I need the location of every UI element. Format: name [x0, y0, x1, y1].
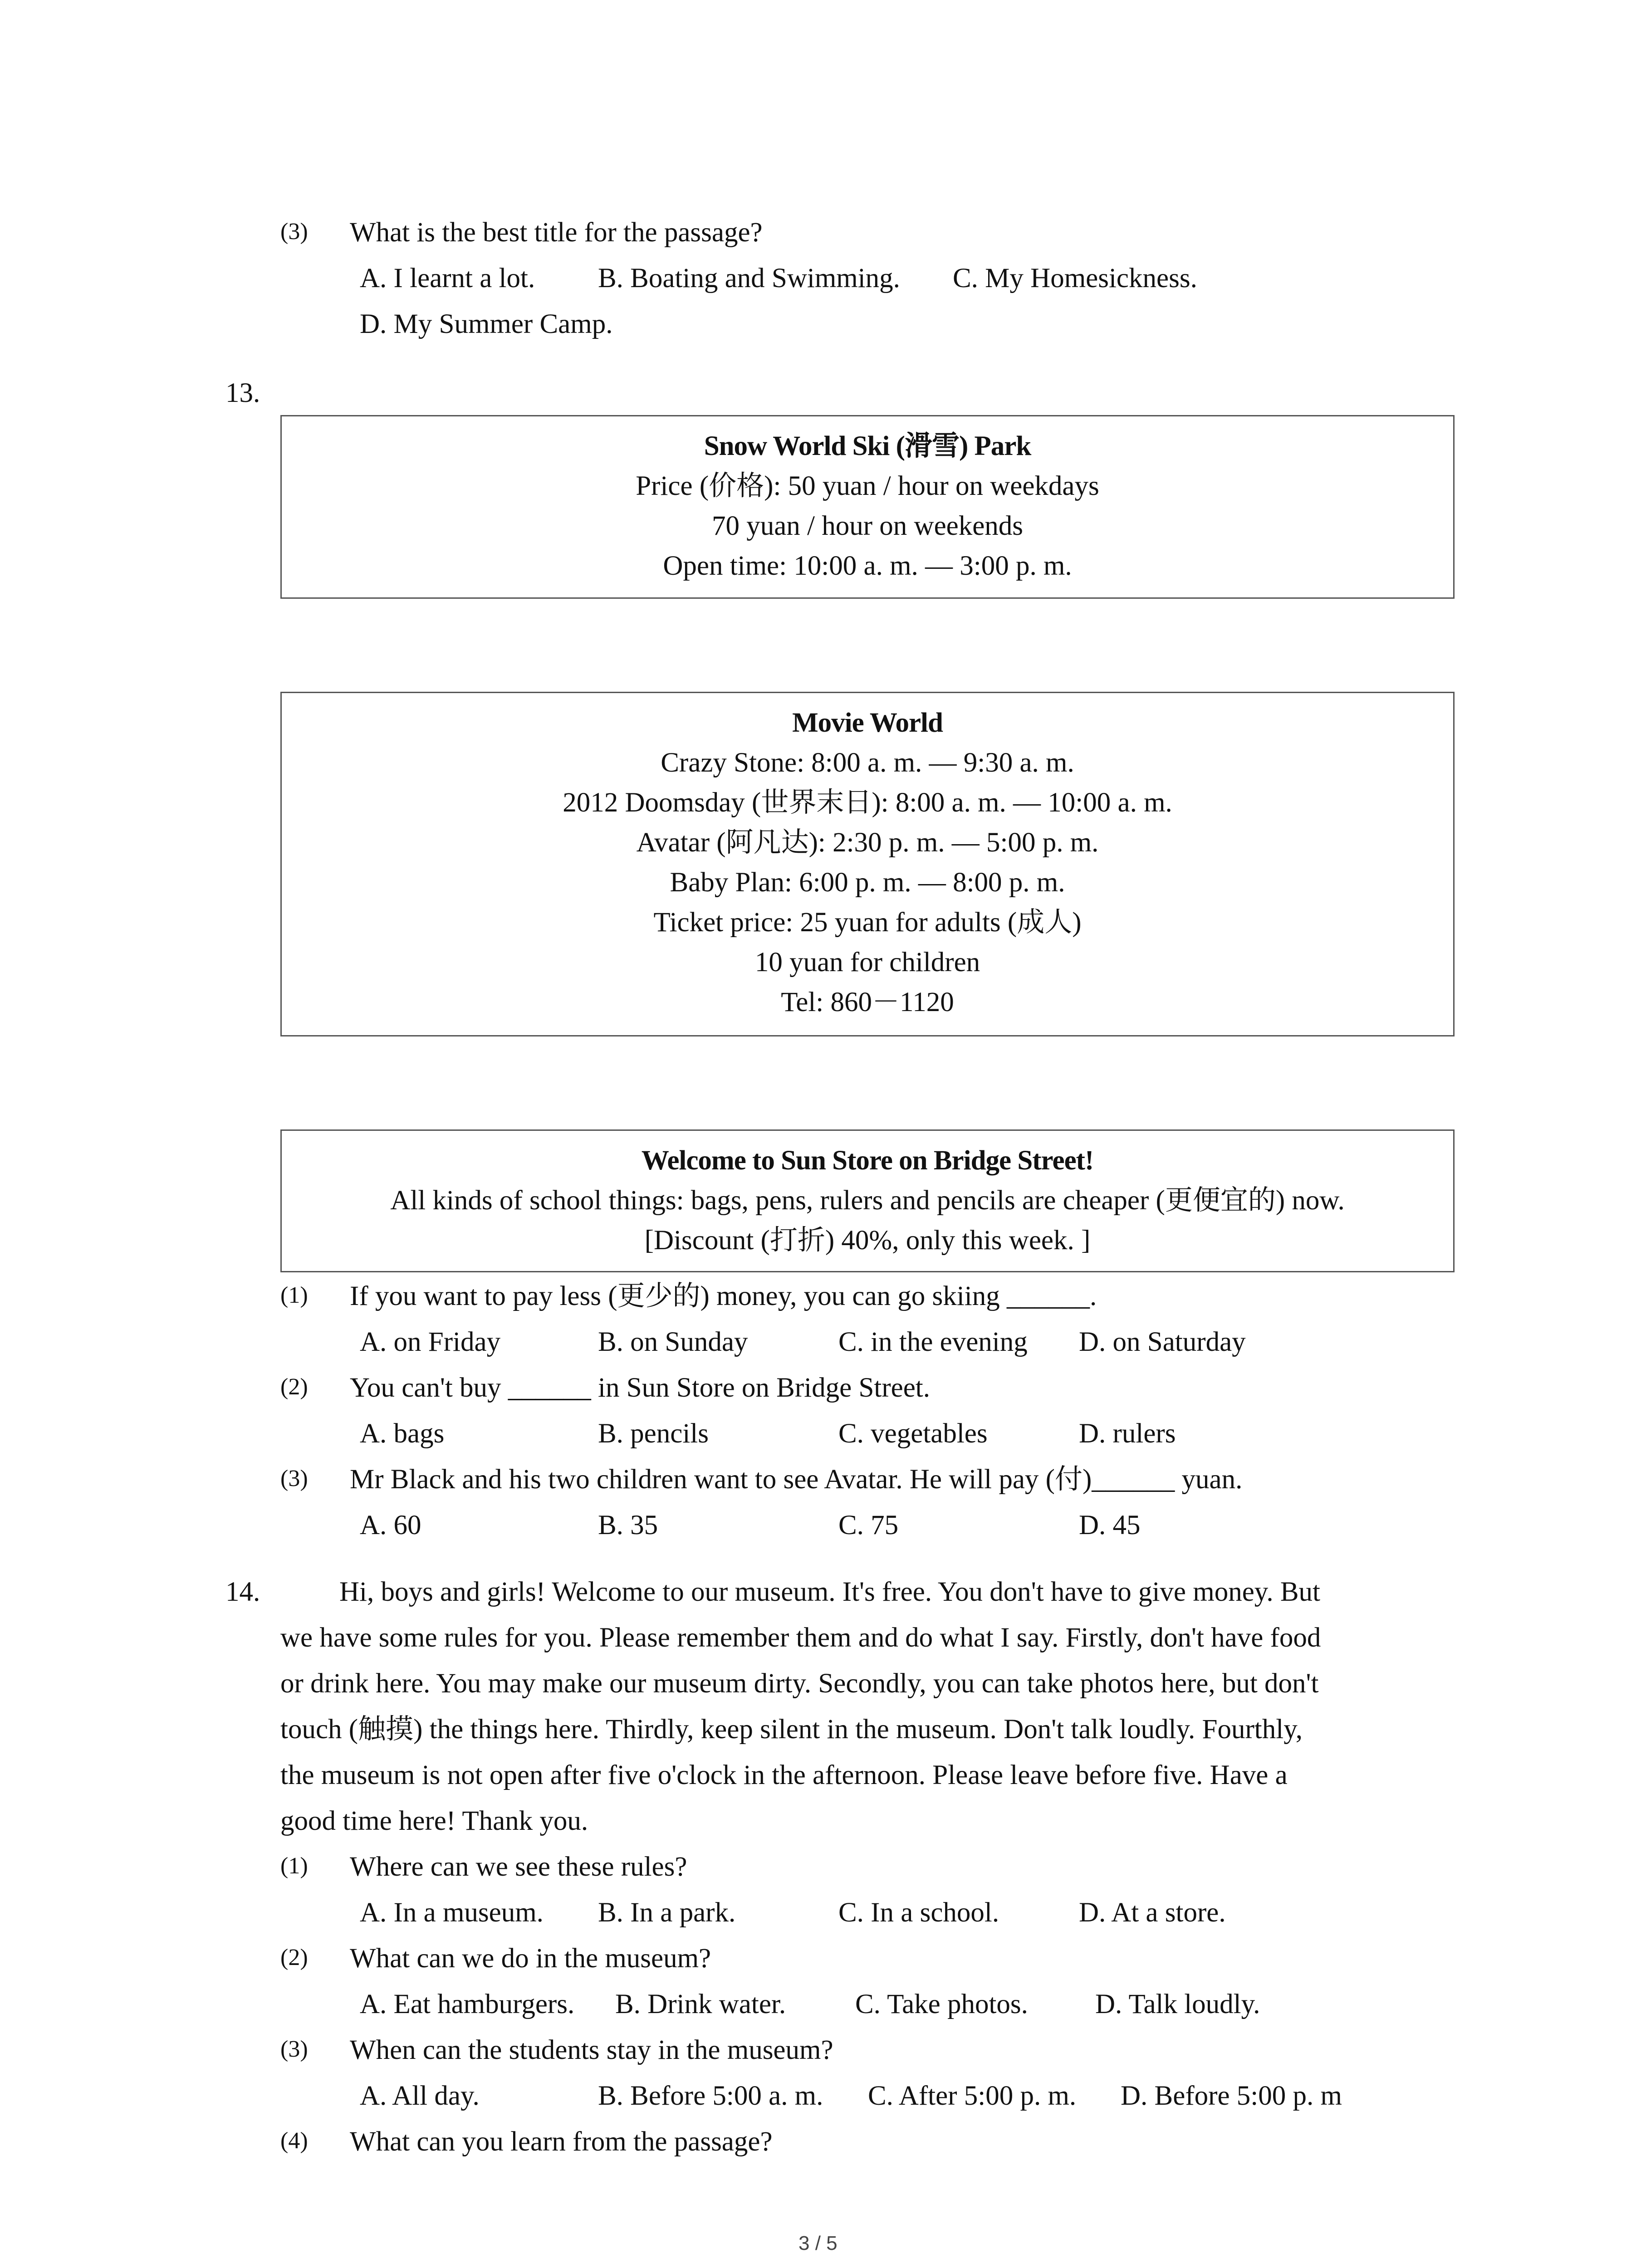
notice-line: 70 yuan / hour on weekends: [711, 511, 1024, 541]
question-number: (1): [280, 1282, 308, 1308]
notice-line: Crazy Stone: 8:00 a. m. — 9:30 a. m.: [661, 748, 1074, 778]
ski-park-notice: [280, 415, 1455, 599]
option-d: D. At a store.: [1079, 1897, 1226, 1928]
notice-line: Avatar (阿凡达): 2:30 p. m. — 5:00 p. m.: [636, 827, 1099, 858]
question-number: (3): [280, 219, 308, 244]
notice-line: Open time: 10:00 a. m. — 3:00 p. m.: [663, 551, 1072, 581]
option-b: B. In a park.: [598, 1897, 736, 1928]
option-b: B. Drink water.: [615, 1989, 786, 2019]
option-c: C. After 5:00 p. m.: [868, 2081, 1077, 2111]
notice-line: Price (价格): 50 yuan / hour on weekdays: [636, 471, 1099, 501]
notice-line: [Discount (打折) 40%, only this week. ]: [644, 1225, 1091, 1256]
option-a: A. bags: [360, 1418, 445, 1449]
passage-line: the museum is not open after five o'clock in the afternoon. Please leave before five. Have a: [280, 1760, 1288, 1790]
question-text: What can we do in the museum?: [350, 1943, 711, 1974]
option-a: A. on Friday: [360, 1327, 501, 1357]
question-number: (2): [280, 1374, 308, 1400]
page-number: 3 / 5: [798, 2232, 838, 2254]
passage-line: we have some rules for you. Please remember them and do what I say. Firstly, don't have food: [280, 1623, 1321, 1653]
notice-line: All kinds of school things: bags, pens, rulers and pencils are cheaper (更便宜的) now.: [390, 1185, 1345, 1216]
passage-line: good time here! Thank you.: [280, 1806, 588, 1836]
option-b: B. 35: [598, 1510, 658, 1540]
option-a: A. All day.: [360, 2081, 480, 2111]
option-d: D. Talk loudly.: [1095, 1989, 1260, 2019]
notice-line: Ticket price: 25 yuan for adults (成人): [653, 907, 1082, 938]
option-c: C. My Homesickness.: [953, 263, 1197, 293]
notice-title: Movie World: [792, 708, 943, 738]
question-text: You can't buy ______ in Sun Store on Bridge Street.: [350, 1373, 930, 1403]
notice-title: Welcome to Sun Store on Bridge Street!: [641, 1145, 1094, 1176]
movie-world-notice: [280, 692, 1455, 1036]
option-b: B. Before 5:00 a. m.: [598, 2081, 823, 2111]
notice-line: 2012 Doomsday (世界末日): 8:00 a. m. — 10:00 a. m.: [563, 787, 1172, 818]
option-c: C. In a school.: [838, 1897, 999, 1928]
option-a: A. In a museum.: [360, 1897, 544, 1928]
question-number: 14.: [225, 1577, 260, 1607]
option-d: D. My Summer Camp.: [360, 309, 613, 339]
option-d: D. rulers: [1079, 1418, 1176, 1449]
option-c: C. Take photos.: [855, 1989, 1028, 2019]
option-b: B. on Sunday: [598, 1327, 748, 1357]
option-d: D. Before 5:00 p. m: [1121, 2081, 1342, 2111]
option-d: D. on Saturday: [1079, 1327, 1246, 1357]
question-text: Where can we see these rules?: [350, 1852, 687, 1882]
question-number: (3): [280, 1466, 308, 1491]
option-c: C. 75: [838, 1510, 899, 1540]
question-text: What is the best title for the passage?: [350, 217, 763, 248]
option-a: A. I learnt a lot.: [360, 263, 535, 293]
option-b: B. Boating and Swimming.: [598, 263, 900, 293]
notice-title: Snow World Ski (滑雪) Park: [704, 431, 1031, 461]
question-number: (2): [280, 1945, 308, 1970]
sun-store-notice: [280, 1129, 1455, 1272]
question-text: Mr Black and his two children want to see Avatar. He will pay (付)______ yuan.: [350, 1464, 1243, 1495]
question-number: 13.: [225, 378, 260, 408]
question-text: When can the students stay in the museum?: [350, 2035, 833, 2065]
question-text: What can you learn from the passage?: [350, 2126, 773, 2157]
notice-line: Baby Plan: 6:00 p. m. — 8:00 p. m.: [670, 867, 1065, 898]
question-number: (1): [280, 1853, 308, 1879]
passage-line: or drink here. You may make our museum dirty. Secondly, you can take photos here, but don't: [280, 1668, 1319, 1699]
option-d: D. 45: [1079, 1510, 1141, 1540]
passage-line: touch (触摸) the things here. Thirdly, keep silent in the museum. Don't talk loudly. Fourthly,: [280, 1714, 1303, 1745]
option-b: B. pencils: [598, 1418, 709, 1449]
notice-line: Tel: 860－1120: [781, 987, 954, 1017]
option-a: A. Eat hamburgers.: [360, 1989, 575, 2019]
option-a: A. 60: [360, 1510, 421, 1540]
question-number: (3): [280, 2036, 308, 2062]
passage-line: Hi, boys and girls! Welcome to our museum. It's free. You don't have to give money. But: [339, 1577, 1320, 1607]
option-c: C. in the evening: [838, 1327, 1028, 1357]
notice-line: 10 yuan for children: [754, 947, 980, 978]
option-c: C. vegetables: [838, 1418, 988, 1449]
question-text: If you want to pay less (更少的) money, you can go skiing ______.: [350, 1281, 1097, 1311]
question-number: (4): [280, 2128, 308, 2154]
